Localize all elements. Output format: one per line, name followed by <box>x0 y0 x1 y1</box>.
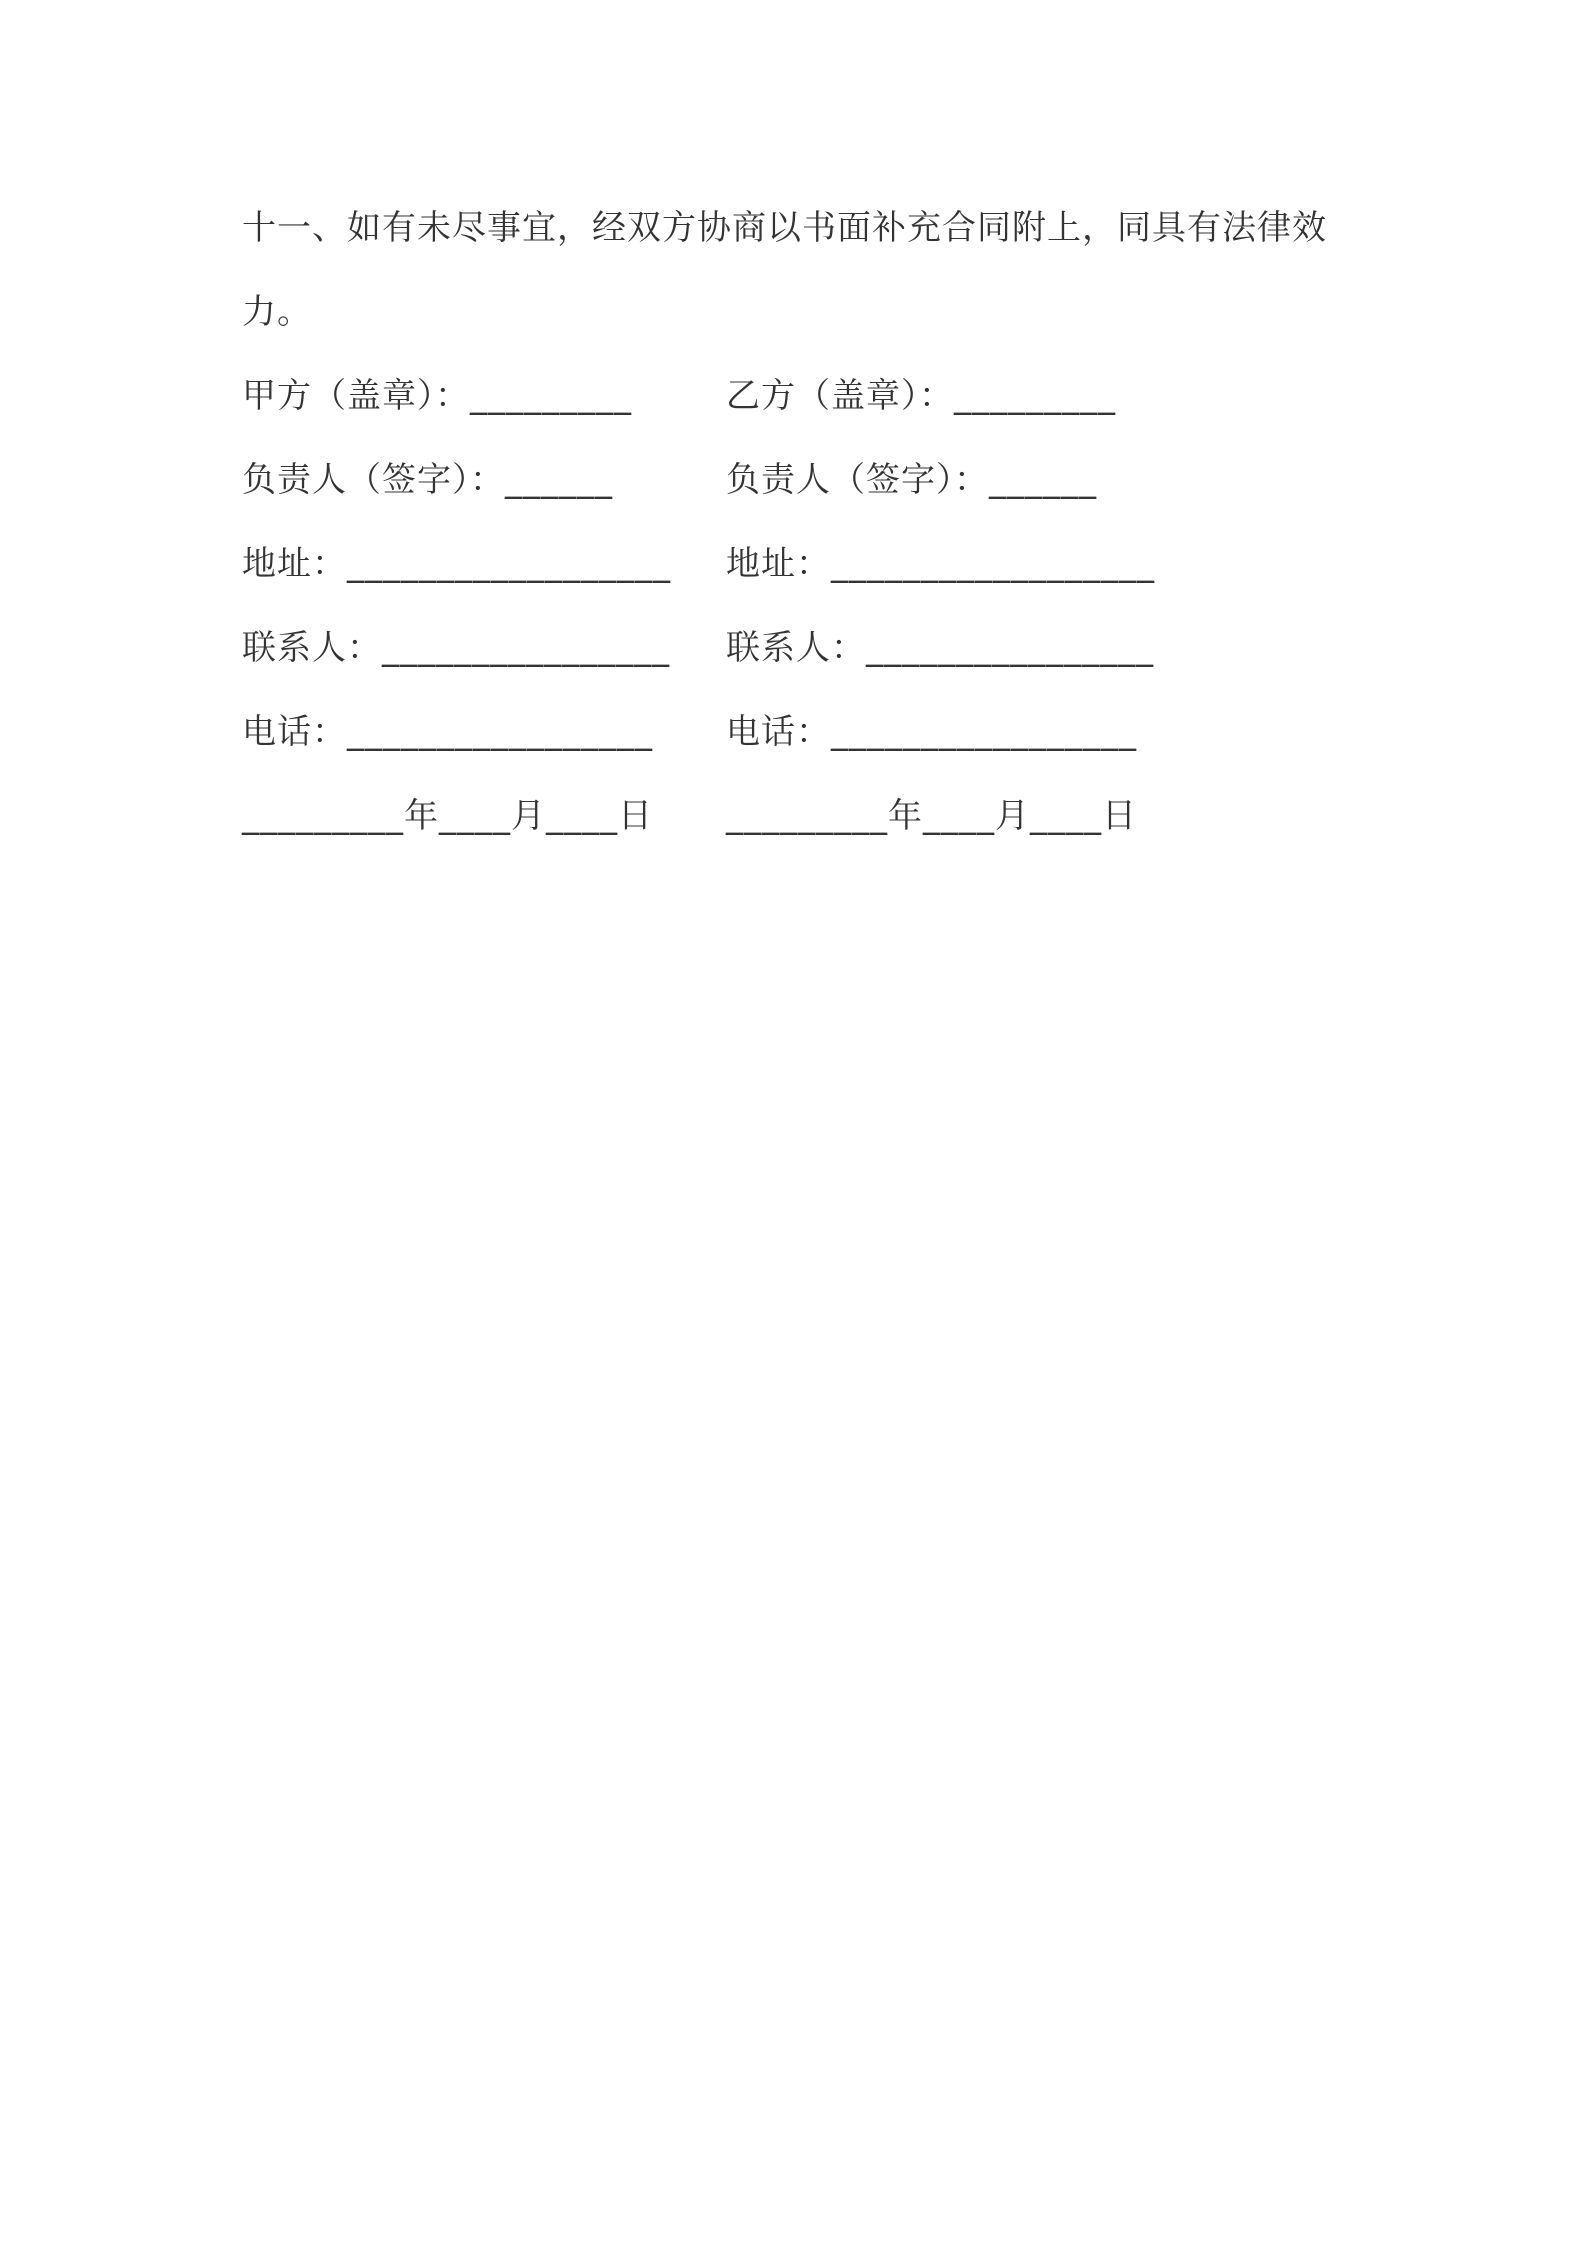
party-a-date-field: _________年____月____日 <box>242 796 653 836</box>
party-b-seal-field: 乙方（盖章）：_________ <box>726 376 1116 416</box>
party-seal-row <box>242 366 1116 426</box>
party-b-address-field: 地址：__________________ <box>726 544 1155 584</box>
date-row <box>242 786 1137 846</box>
party-a-address-field: 地址：__________________ <box>242 544 671 584</box>
party-a-responsible-field: 负责人（签字）：______ <box>242 460 613 500</box>
party-b-date-field: _________年____月____日 <box>726 796 1137 836</box>
party-b-contact-field: 联系人：________________ <box>726 628 1154 668</box>
party-b-responsible-field: 负责人（签字）：______ <box>726 460 1097 500</box>
contact-person-row <box>242 618 1154 678</box>
responsible-signature-row <box>242 450 1097 510</box>
party-a-contact-field: 联系人：________________ <box>242 628 670 668</box>
clause-eleven-paragraph: 十一、如有未尽事宜，经双方协商以书面补充合同附上，同具有法律效力。 <box>242 208 1327 332</box>
address-row <box>242 534 1155 594</box>
phone-row <box>242 702 1137 762</box>
party-a-seal-field: 甲方（盖章）：_________ <box>242 376 632 416</box>
party-b-phone-field: 电话：_________________ <box>726 712 1137 752</box>
party-a-phone-field: 电话：_________________ <box>242 712 653 752</box>
